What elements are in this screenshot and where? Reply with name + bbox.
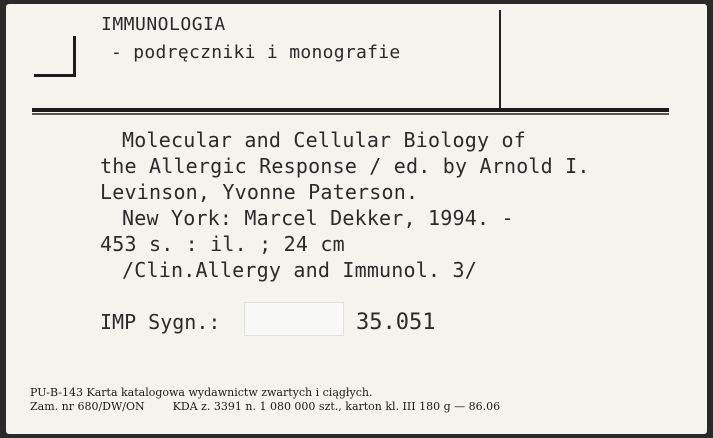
subject-subheading: - podręczniki i monografie	[111, 42, 401, 63]
entry-line-1: Molecular and Cellular Biology of	[122, 128, 526, 152]
signature-box	[244, 302, 344, 336]
corner-bracket-horizontal	[34, 74, 76, 77]
subject-heading: IMMUNOLOGIA	[101, 14, 226, 35]
footer-line-1: PU-B-143 Karta katalogowa wydawnictw zwartych i ciągłych.	[30, 386, 373, 399]
entry-line-5: 453 s. : il. ; 24 cm	[100, 232, 345, 256]
header-divider	[499, 10, 501, 110]
catalog-card	[6, 4, 707, 434]
entry-line-2: the Allergic Response / ed. by Arnold I.	[100, 154, 590, 178]
entry-line-4: New York: Marcel Dekker, 1994. -	[122, 206, 514, 230]
thin-rule	[32, 113, 669, 115]
entry-line-3: Levinson, Yvonne Paterson.	[100, 180, 419, 204]
corner-bracket-vertical	[73, 36, 76, 76]
signature-number: 35.051	[356, 310, 436, 335]
signature-label: IMP Sygn.:	[100, 310, 221, 334]
entry-line-6: /Clin.Allergy and Immunol. 3/	[122, 258, 477, 282]
heavy-rule	[32, 108, 669, 112]
footer-line-2: Zam. nr 680/DW/ON KDA z. 3391 n. 1 080 000 szt., karton kl. III 180 g — 86.06	[30, 400, 501, 413]
